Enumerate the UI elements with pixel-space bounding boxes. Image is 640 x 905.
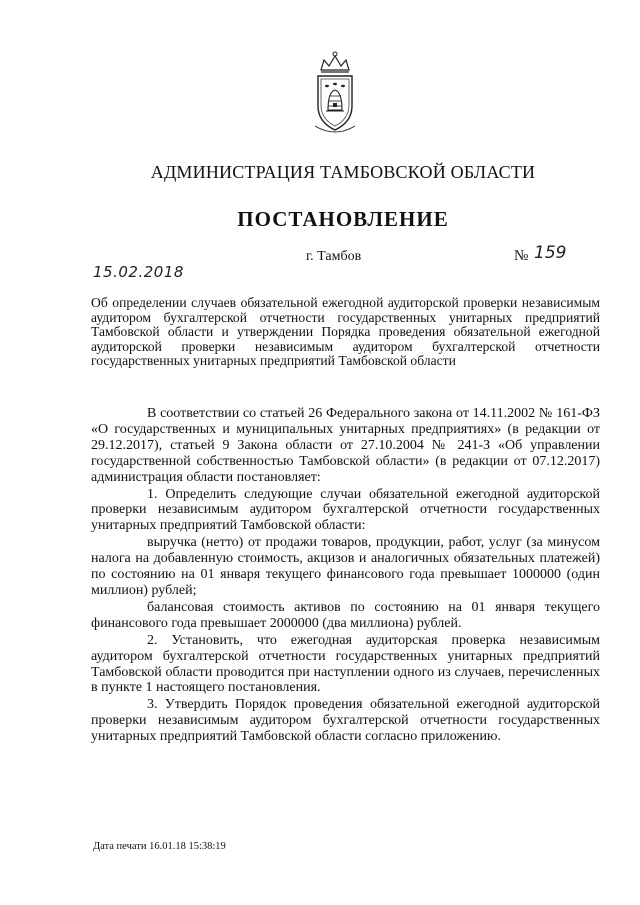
document-body <box>91 406 600 746</box>
city-label: г. Тамбов <box>306 249 362 264</box>
item-2-paragraph: 2. Установить, что ежегодная аудиторская проверка независимым аудитором бухгалтерской отчетности государственных унитарных предприятий Тамбовской области проводится при наступлении одного из случаев, перечисленных в пункте 1 настоящего постановления. <box>91 632 600 696</box>
organization-title: АДМИНИСТРАЦИЯ ТАМБОВСКОЙ ОБЛАСТИ <box>150 162 536 182</box>
coat-of-arms-icon <box>312 48 358 134</box>
item-1-case-1-paragraph: выручка (нетто) от продажи товаров, продукции, работ, услуг (за минусом налога на добавленную стоимость, акцизов и аналогичных обязательных платежей) по состоянию на 01 января текущего финансового года превышает 1000000 (один миллион) рублей; <box>91 535 600 598</box>
document-date: 15.02.2018 <box>93 263 184 281</box>
item-1-paragraph: 1. Определить следующие случаи обязательной ежегодной аудиторской проверки независимым аудитором бухгалтерской отчетности государственных унитарных предприятий Тамбовской области: <box>91 486 600 534</box>
item-3-paragraph: 3. Утвердить Порядок проведения обязательной ежегодной аудиторской проверки независимым аудитором бухгалтерской отчетности государственных унитарных предприятий Тамбовской области согласно приложению. <box>91 697 600 745</box>
preamble-paragraph: В соответствии со статьей 26 Федерального закона от 14.11.2002 № 161-ФЗ «О государственных и муниципальных унитарных предприятиях» (в редакции от 29.12.2017), статьей 9 Закона области от 27.10.2004 № 241-З «Об управлении государственной собственностью Тамбовской области» (в редакции от 07.12.2017) администрация области постановляет: <box>91 406 600 485</box>
document-subject: Об определении случаев обязательной ежегодной аудиторской проверки независимым аудитором бухгалтерской отчетности государственных унитарных предприятий Тамбовской области и утверждении Порядка проведения обязательной ежегодной аудиторской проверки независимым аудитором бухгалтерской отчетности государственных унитарных предприятий Тамбовской области <box>91 295 600 369</box>
document-type-title: ПОСТАНОВЛЕНИЕ <box>237 207 449 231</box>
document-number: 159 <box>534 243 567 263</box>
item-1-case-2-paragraph: балансовая стоимость активов по состоянию на 01 января текущего финансового года превышает 2000000 (два миллиона) рублей. <box>91 599 600 631</box>
print-date: Дата печати 16.01.18 15:38:19 <box>93 841 226 852</box>
number-label: № <box>514 248 529 264</box>
